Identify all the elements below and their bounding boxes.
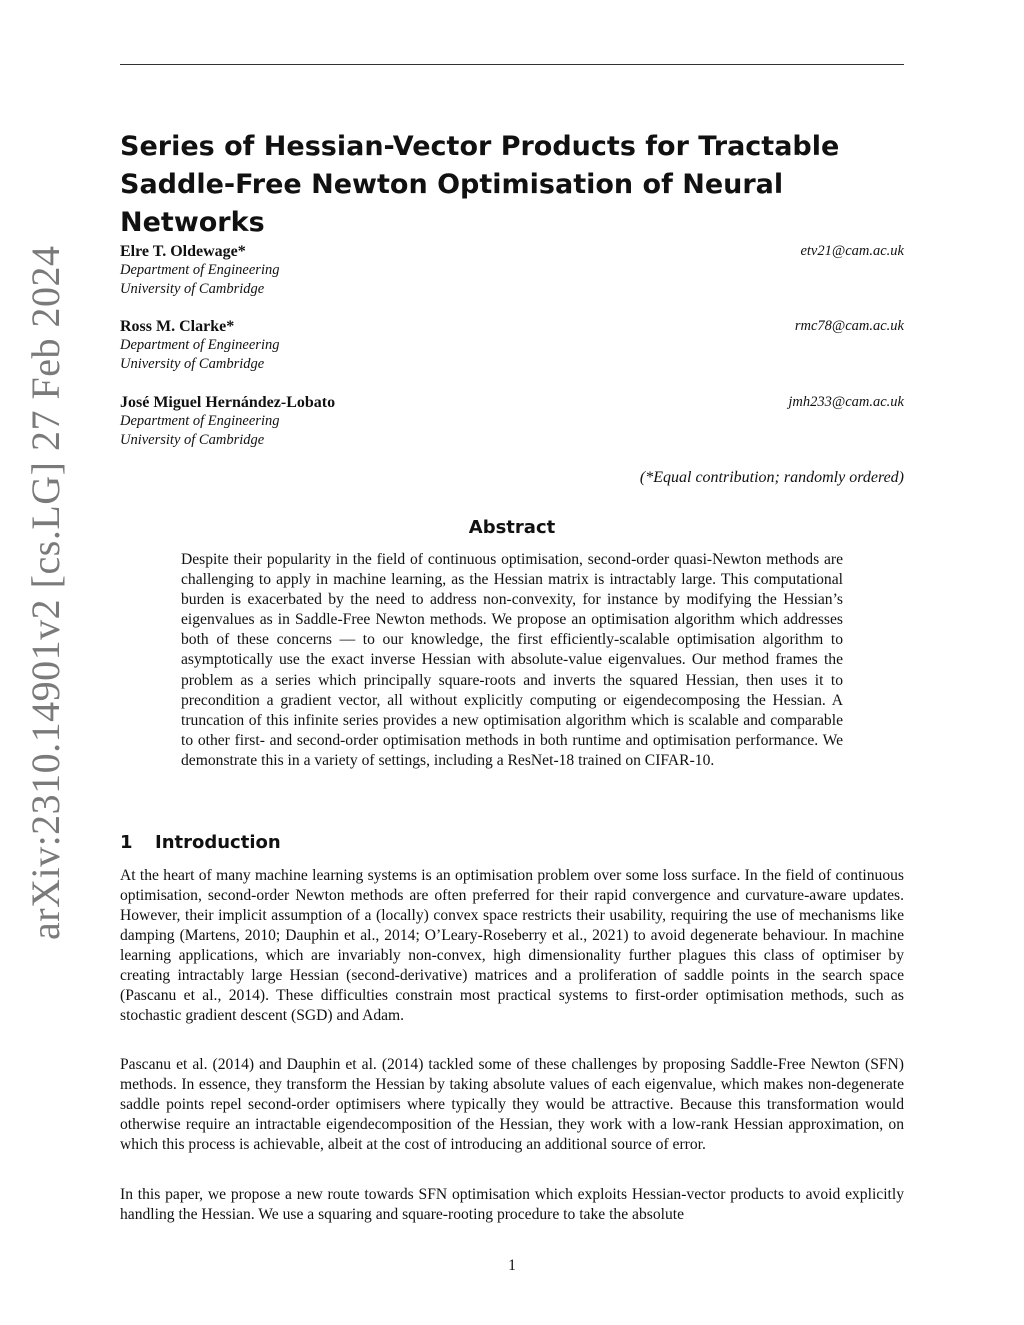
- abstract-text: Despite their popularity in the field of continuous optimisation, second-order quasi-Newton methods are challenging to apply in machine learning, as the Hessian matrix is intractably large. This computational burden is exacerbated by the need to address non-convexity, for instance by modifying the Hessian’s eigenvalues as in Saddle-Free Newton methods. We propose an optimisation algorithm which addresses both of these concerns — to our knowledge, the first efficiently-scalable optimisation algorithm to asymptotically use the exact inverse Hessian with absolute-value eigenvalues. Our method frames the problem as a series which principally square-roots and inverts the squared Hessian, then uses it to precondition a gradient vector, all without explicitly computing or eigendecomposing the Hessian. A truncation of this infinite series provides a new optimisation algorithm which is scalable and comparable to other first- and second-order optimisation methods in both runtime and optimisation performance. We demonstrate this in a variety of settings, including a ResNet-18 trained on CIFAR-10.: [181, 551, 843, 769]
- body-paragraph: Pascanu et al. (2014) and Dauphin et al. (2014) tackled some of these challenges by proposing Saddle-Free Newton (SFN) methods. In essence, they transform the Hessian by taking absolute values of each eigenvalue, which makes non-degenerate saddle points repel second-order optimisers where typically they would be attractive. Because this transformation would otherwise require an intractable eigendecomposition of the Hessian, they work with a low-rank Hessian approximation, on which this process is achievable, albeit at the cost of introducing an additional source of error.: [120, 1056, 904, 1153]
- page-number: 1: [508, 1257, 516, 1274]
- author-email[interactable]: rmc78@cam.ac.uk: [794, 318, 904, 334]
- author-block: [120, 242, 904, 299]
- author-name: Ross M. Clarke*: [120, 318, 235, 335]
- paper-title: Series of Hessian-Vector Products for Tractable Saddle-Free Newton Optimisation of Neural Networks: [120, 131, 840, 238]
- author-department: Department of Engineering: [120, 262, 280, 278]
- section-heading-introduction: [120, 832, 281, 854]
- author-university: University of Cambridge: [120, 281, 265, 297]
- section-title: Introduction: [155, 832, 281, 853]
- author-email[interactable]: jmh233@cam.ac.uk: [788, 394, 904, 410]
- top-rule: [120, 64, 904, 65]
- arxiv-identifier[interactable]: arXiv:2310.14901v2 [cs.LG] 27 Feb 2024: [23, 245, 68, 940]
- abstract-heading: Abstract: [468, 517, 556, 538]
- author-department: Department of Engineering: [120, 337, 280, 353]
- author-name: José Miguel Hernández-Lobato: [120, 394, 336, 411]
- author-block: [120, 393, 904, 450]
- body-paragraph: At the heart of many machine learning systems is an optimisation problem over some loss surface. In the field of continuous optimisation, second-order Newton methods are often preferred for their rapid convergence and curvature-aware updates. However, their implicit assumption of a (locally) convex space restricts their usability, requiring the use of mechanisms like damping (Martens, 2010; Dauphin et al., 2014; O’Leary-Roseberry et al., 2021) to avoid degenerate behaviour. In machine learning applications, which are invariably non-convex, high dimensionality further plagues this class of optimiser by creating intractably large Hessian (second-derivative) matrices and a proliferation of saddle points in the search space (Pascanu et al., 2014). These difficulties constrain most practical systems to first-order optimisation methods, such as stochastic gradient descent (SGD) and Adam.: [120, 867, 904, 1024]
- author-university: University of Cambridge: [120, 356, 265, 372]
- section-number: 1: [120, 832, 133, 853]
- body-paragraph: In this paper, we propose a new route towards SFN optimisation which exploits Hessian-vector products to avoid explicitly handling the Hessian. We use a squaring and square-rooting procedure to take the absolute: [120, 1186, 904, 1223]
- equal-contribution-note: (*Equal contribution; randomly ordered): [639, 469, 904, 486]
- author-name: Elre T. Oldewage*: [120, 243, 246, 260]
- author-department: Department of Engineering: [120, 413, 280, 429]
- author-email[interactable]: etv21@cam.ac.uk: [800, 243, 904, 259]
- author-university: University of Cambridge: [120, 432, 265, 448]
- author-block: [120, 317, 904, 374]
